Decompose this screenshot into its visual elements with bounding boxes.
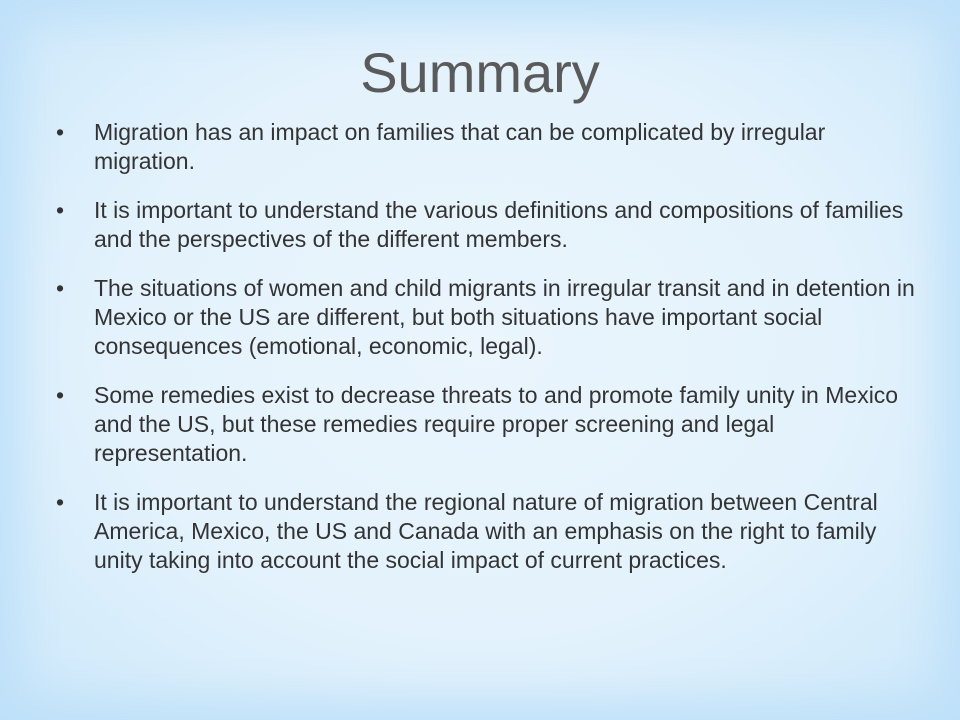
bullet-icon: •: [56, 275, 65, 301]
bullet-icon: •: [56, 197, 65, 223]
bullet-item: [56, 488, 926, 575]
bullet-list: [56, 118, 926, 595]
bullet-icon: •: [56, 119, 65, 145]
bullet-text: The situations of women and child migrants in irregular transit and in detention in Mexico or the US are different, but both situations have important social consequences (emotional, economic, legal).: [94, 275, 915, 359]
bullet-text: It is important to understand the regional nature of migration between Central America, Mexico, the US and Canada with an emphasis on the right to family unity taking into account the social impact of current practices.: [94, 489, 878, 573]
bullet-item: [56, 118, 926, 176]
bullet-text: Migration has an impact on families that can be complicated by irregular migration.: [94, 119, 826, 174]
bullet-icon: •: [56, 489, 65, 515]
bullet-text: It is important to understand the various definitions and compositions of families and the perspectives of the different members.: [94, 197, 904, 252]
bullet-item: [56, 381, 926, 468]
bullet-item: [56, 196, 926, 254]
bullet-item: [56, 274, 926, 361]
bullet-icon: •: [56, 382, 65, 408]
slide-title: Summary: [360, 41, 600, 104]
bullet-text: Some remedies exist to decrease threats to and promote family unity in Mexico and the US, but these remedies require proper screening and legal representation.: [94, 382, 899, 466]
